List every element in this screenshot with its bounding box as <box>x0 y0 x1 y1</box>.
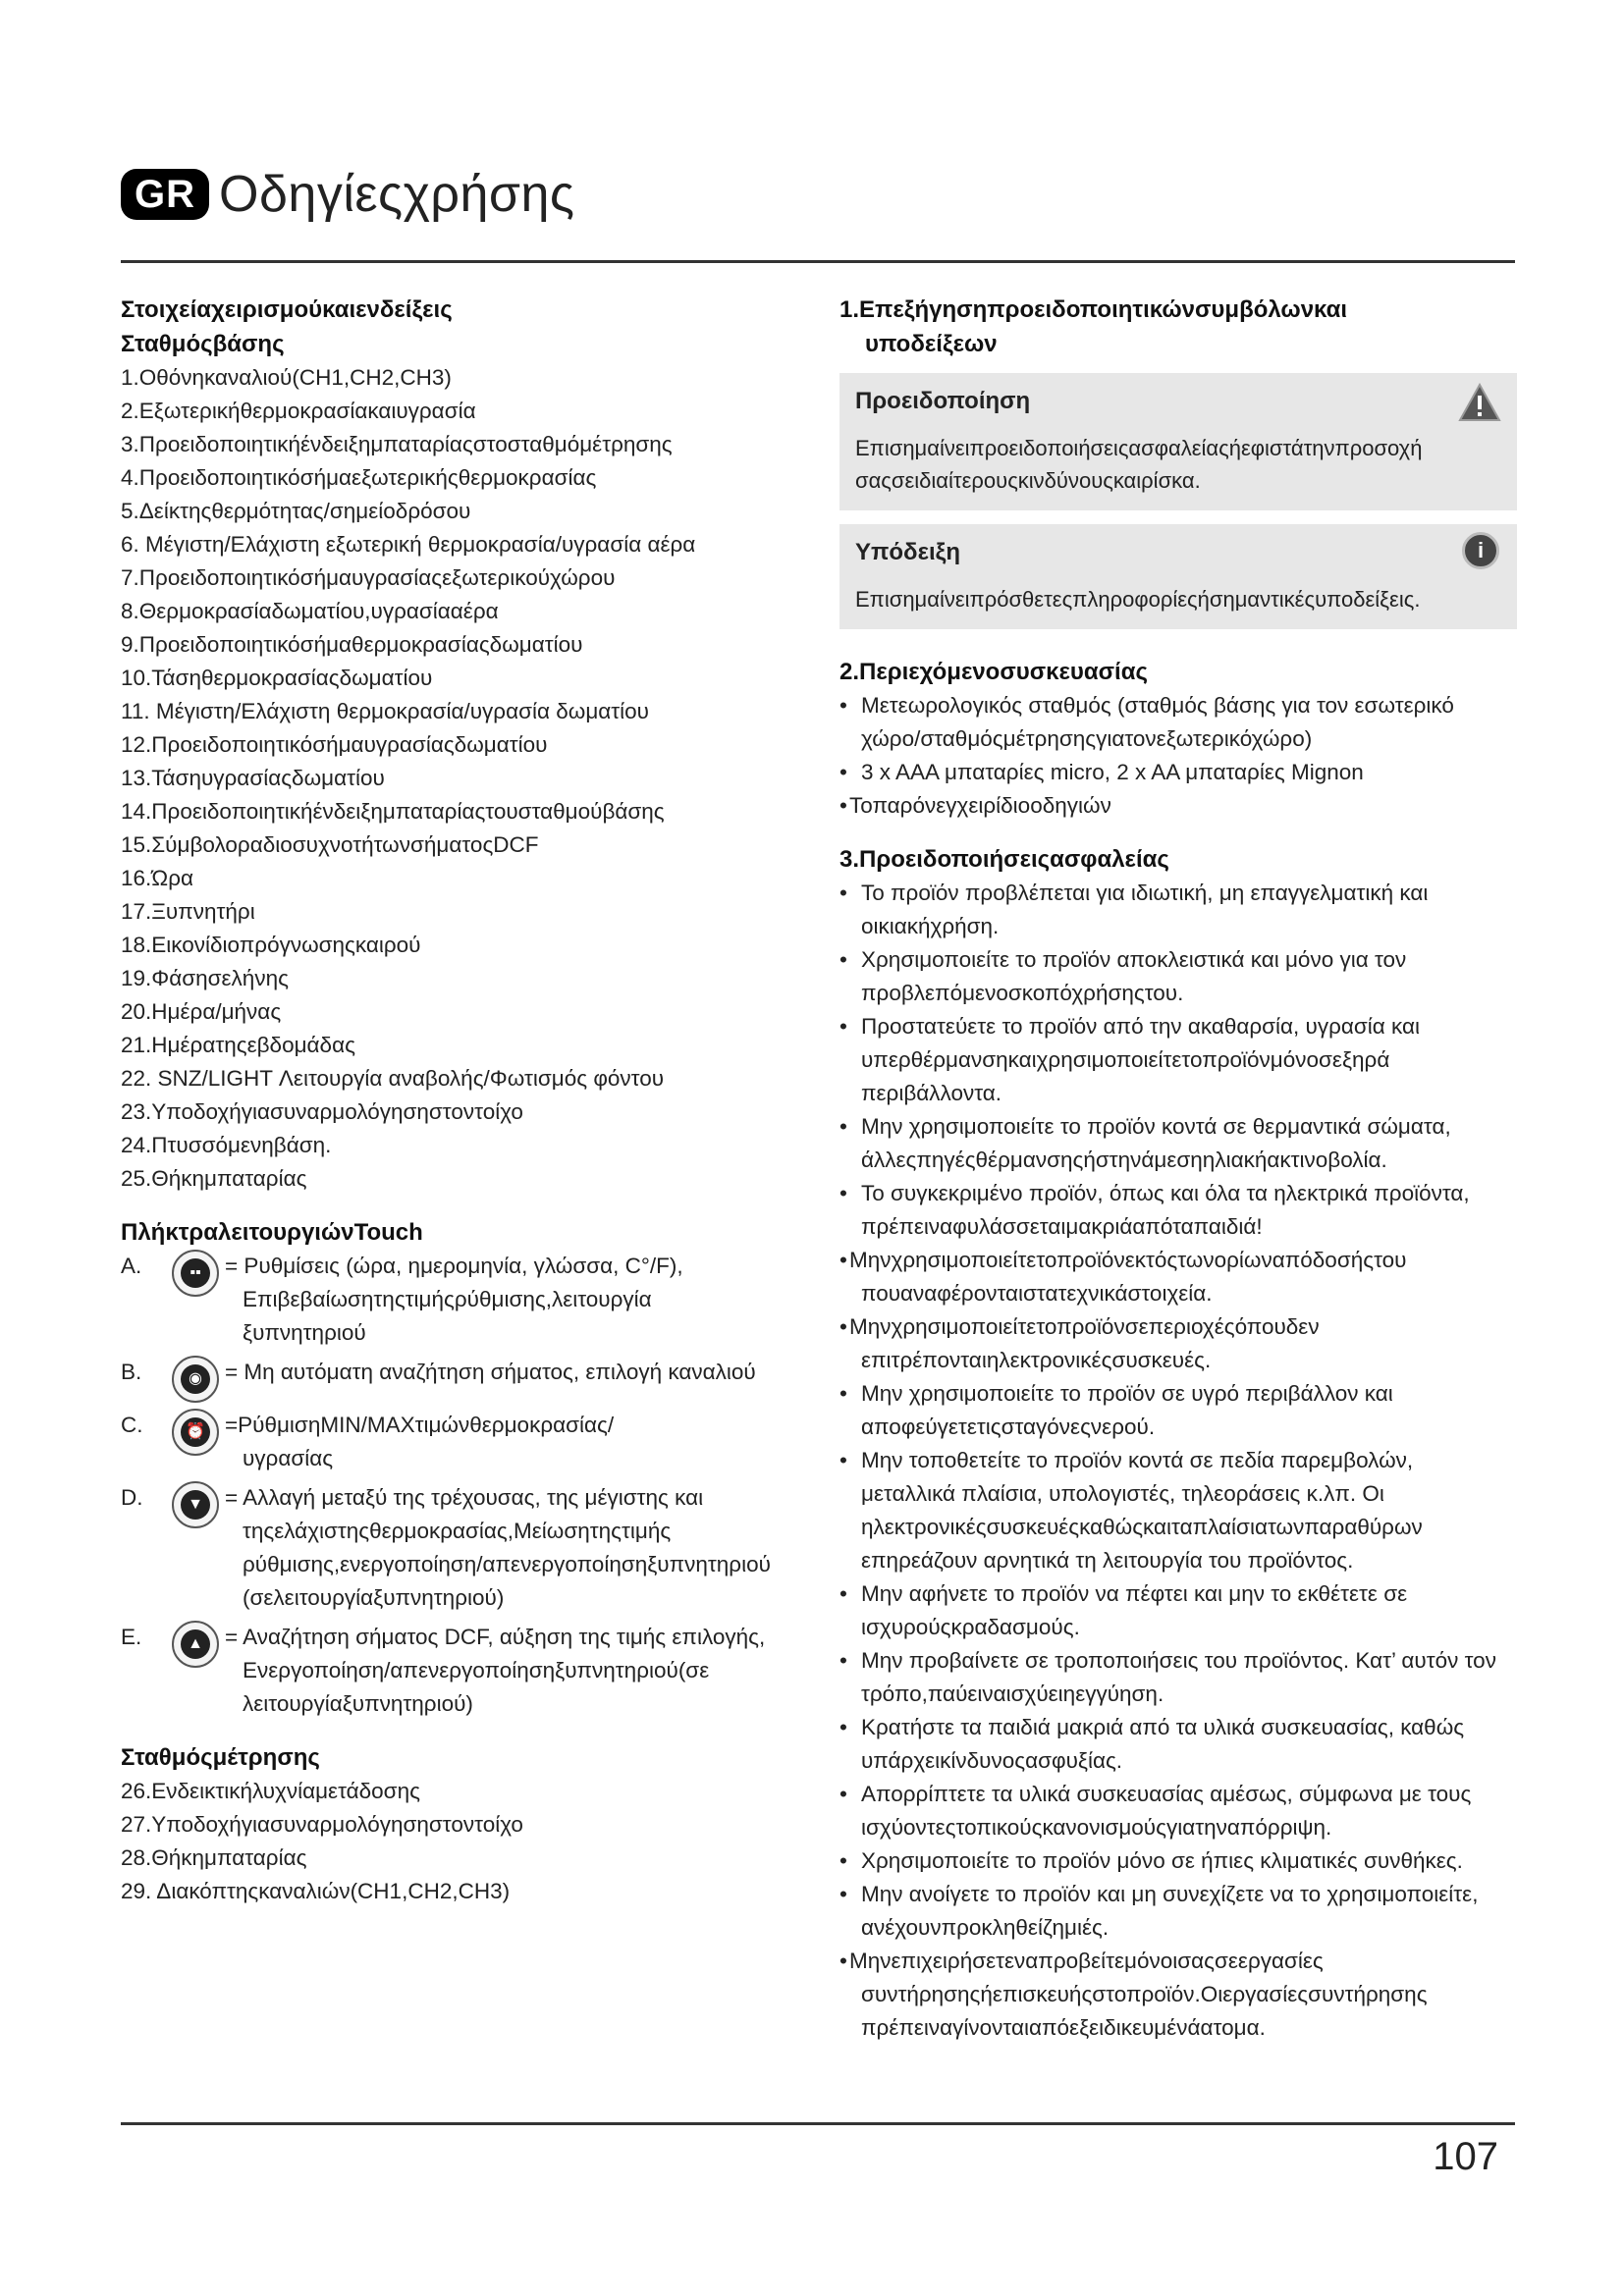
safety-item-line: Μηνχρησιμοποιείτετοπροϊόνσεπεριοχέςόπουδεν <box>849 1314 1320 1339</box>
safety-item-text <box>861 1711 1517 1778</box>
safety-item-text <box>861 1577 1517 1644</box>
safety-item-text <box>861 1844 1517 1878</box>
safety-item-line: μεταλλικά πλαίσια, υπολογιστές, τηλεοράσεις κ.λπ. Οι <box>861 1481 1384 1506</box>
base-station-item: 6. Μέγιστη/Ελάχιστη εξωτερική θερμοκρασία/υγρασία αέρα <box>121 532 696 557</box>
right-column <box>839 293 1517 2045</box>
package-item-text <box>861 756 1517 789</box>
safety-item-line: υπερθέρμανσηκαιχρησιμοποιείτετοπροϊόνμόνοσεξηρά <box>861 1047 1390 1072</box>
package-item-line: Μετεωρολογικός σταθμός (σταθμός βάσης για τον εσωτερικό <box>861 693 1454 718</box>
touch-button-row <box>121 1481 798 1615</box>
base-station-item: 1.Οθόνηκαναλιού(CH1,CH2,CH3) <box>121 365 452 390</box>
safety-item-text <box>849 1244 1517 1310</box>
safety-item-line: πρέπειναφυλάσσεταιμακριάαπόταπαιδιά! <box>861 1214 1263 1239</box>
left-column <box>121 293 798 1908</box>
safety-item <box>839 943 1517 1010</box>
safety-item-line: ηλεκτρονικέςσυσκευέςκαθώςκαιταπλαίσιατωνπαραθύρων <box>861 1515 1423 1539</box>
safety-item-line: Μην χρησιμοποιείτε το προϊόν σε υγρό περιβάλλον και <box>861 1381 1393 1406</box>
safety-item-line: επηρεάζουν αρνητικά τη λειτουργία του προϊόντος. <box>861 1548 1354 1573</box>
touch-button-line: τηςελάχιστηςθερμοκρασίας,Μείωσητηςτιμής <box>243 1519 672 1543</box>
base-station-item: 22. SNZ/LIGHT Λειτουργία αναβολής/Φωτισμός φόντου <box>121 1066 665 1091</box>
page-header <box>121 165 574 224</box>
touch-button-letter: A. <box>121 1254 142 1278</box>
bullet-dot: • <box>839 1181 847 1205</box>
safety-item-text <box>849 1945 1517 2045</box>
safety-item <box>839 1110 1517 1177</box>
touch-button-line: υγρασίας <box>243 1446 334 1470</box>
bullet-dot: • <box>839 947 847 972</box>
safety-item-line: οικιακήχρήση. <box>861 914 1000 938</box>
base-station-item: 24.Πτυσσόμενηβάση. <box>121 1133 332 1157</box>
safety-item <box>839 1577 1517 1644</box>
info-text: Επισημαίνειπρόσθετεςπληροφορίεςήσημαντικέςυποδείξεις. <box>855 587 1421 612</box>
base-station-item: 8.Θερμοκρασίαδωματίου,υγρασίααέρα <box>121 599 499 623</box>
safety-item-line: προβλεπόμενοσκοπόχρήσηςτου. <box>861 981 1184 1005</box>
top-divider <box>121 260 1515 263</box>
bullet-dot: • <box>839 1014 847 1039</box>
base-station-item: 2.Εξωτερικήθερμοκρασίακαιυγρασία <box>121 399 476 423</box>
safety-item-line: Κρατήστε τα παιδιά μακριά από τα υλικά συσκευασίας, καθώς <box>861 1715 1465 1739</box>
sensor-list <box>121 1775 798 1908</box>
safety-item-line: Προστατεύετε το προϊόν από την ακαθαρσία, υγρασία και <box>861 1014 1421 1039</box>
touch-button-description <box>225 1409 798 1475</box>
base-station-item: 3.Προειδοποιητικήένδειξημπαταρίαςστοσταθμόμέτρησης <box>121 432 673 456</box>
base-station-item: 18.Εικονίδιοπρόγνωσηςκαιρού <box>121 933 421 957</box>
safety-item-text <box>861 1644 1517 1711</box>
safety-item-text <box>861 877 1517 943</box>
bullet-dot: • <box>839 1715 847 1739</box>
base-station-item: 23.Υποδοχήγιασυναρμολόγησηστοντοίχο <box>121 1099 523 1124</box>
base-station-item: 15.ΣύμβολοραδιοσυχνοτήτωνσήματοςDCF <box>121 832 539 857</box>
base-station-item: 10.Τάσηθερμοκρασίαςδωματίου <box>121 666 433 690</box>
bullet-dot: • <box>839 793 847 818</box>
safety-item-line: Το συγκεκριμένο προϊόν, όπως και όλα τα ηλεκτρικά προϊόντα, <box>861 1181 1470 1205</box>
touch-button-line: =ΡύθμισηMIN/MAXτιμώνθερμοκρασίας/ <box>225 1413 615 1437</box>
bullet-dot: • <box>839 1949 847 1973</box>
safety-item <box>839 1377 1517 1444</box>
touch-button-letter: B. <box>121 1360 142 1384</box>
touch-button-line: Επιβεβαίωσητηςτιμήςρύθμισης,λειτουργία <box>243 1287 652 1311</box>
base-station-item: 17.Ξυπνητήρι <box>121 899 255 924</box>
sensor-item: 27.Υποδοχήγιασυναρμολόγησηστοντοίχο <box>121 1812 523 1837</box>
safety-item-line: αποφεύγετετιςσταγόνεςνερού. <box>861 1415 1156 1439</box>
package-item-line: χώρο/σταθμόςμέτρησηςγιατονεξωτερικόχώρο) <box>861 726 1313 751</box>
safety-item <box>839 1244 1517 1310</box>
bottom-divider <box>121 2122 1515 2125</box>
package-heading: 2.Περιεχόμενοσυσκευασίας <box>839 659 1148 685</box>
base-station-item: 21.Ημέρατηςεβδομάδας <box>121 1033 355 1057</box>
safety-item <box>839 1844 1517 1878</box>
touch-button-row <box>121 1356 798 1403</box>
base-station-item: 14.Προειδοποιητικήένδειξημπαταρίαςτουσταθμούβάσης <box>121 799 665 824</box>
safety-item-line: άλλεςπηγέςθέρμανσηςήστηνάμεσηηλιακήακτινοβολία. <box>861 1148 1387 1172</box>
package-item <box>839 689 1517 756</box>
safety-item-line: Μην αφήνετε το προϊόν να πέφτει και μην το εκθέτετε σε <box>861 1581 1408 1606</box>
safety-item-line: Μηνχρησιμοποιείτετοπροϊόνεκτόςτωνορίωναπόδοσήςτου <box>849 1248 1407 1272</box>
touch-button-line: Ενεργοποίηση/απενεργοποίησηξυπνητηριού(σε <box>243 1658 710 1682</box>
safety-item-text <box>861 1110 1517 1177</box>
safety-item-line: τρόπο,παύειναισχύειηεγγύηση. <box>861 1682 1164 1706</box>
touch-button-description <box>225 1356 798 1389</box>
base-station-item: 20.Ημέρα/μήνας <box>121 999 282 1024</box>
base-station-item: 16.Ώρα <box>121 866 194 890</box>
safety-item-line: επιτρέπονταιηλεκτρονικέςσυσκευές. <box>861 1348 1212 1372</box>
safety-item-text <box>861 1010 1517 1110</box>
bullet-dot: • <box>839 881 847 905</box>
package-item-line: 3 x AAA μπαταρίες micro, 2 x AA μπαταρίες Mignon <box>861 760 1364 784</box>
signal-search-icon-glyph: ◉ <box>181 1364 210 1394</box>
safety-item <box>839 1444 1517 1577</box>
safety-item-line: πουαναφέρονταιστατεχνικάστοιχεία. <box>861 1281 1213 1306</box>
safety-item <box>839 1010 1517 1110</box>
warning-text-1: Επισημαίνειπροειδοποιήσειςασφαλείαςήεφιστάτηνπροσοχή <box>855 436 1423 460</box>
package-item <box>839 789 1517 823</box>
safety-item-line: Χρησιμοποιείτε το προϊόν μόνο σε ήπιες κλιματικές συνθήκες. <box>861 1848 1463 1873</box>
signal-search-icon <box>172 1356 219 1403</box>
bullet-dot: • <box>839 1381 847 1406</box>
safety-item <box>839 877 1517 943</box>
touch-button-description <box>225 1250 798 1350</box>
bullet-dot: • <box>839 1581 847 1606</box>
safety-item <box>839 1177 1517 1244</box>
safety-item-text <box>861 1377 1517 1444</box>
safety-item-line: υπάρχεικίνδυνοςασφυξίας. <box>861 1748 1123 1773</box>
bullet-dot: • <box>839 1648 847 1673</box>
controls-heading-1: Στοιχείαχειρισμούκαιενδείξεις <box>121 296 453 323</box>
touch-heading: ΠλήκτραλειτουργιώνTouch <box>121 1219 423 1246</box>
base-station-item: 11. Μέγιστη/Ελάχιστη θερμοκρασία/υγρασία δωματίου <box>121 699 649 723</box>
touch-button-list <box>121 1250 798 1721</box>
safety-heading: 3.Προειδοποιήσειςασφαλείας <box>839 846 1169 873</box>
bullet-dot: • <box>839 1448 847 1472</box>
bullet-dot: • <box>839 1848 847 1873</box>
up-arrow-icon-glyph: ▲ <box>181 1629 210 1659</box>
bullet-dot: • <box>839 1782 847 1806</box>
safety-item-line: Χρησιμοποιείτε το προϊόν αποκλειστικά και μόνο για τον <box>861 947 1407 972</box>
sensor-heading: Σταθμόςμέτρησης <box>121 1744 320 1771</box>
down-arrow-icon-glyph: ▼ <box>181 1490 210 1520</box>
package-item <box>839 756 1517 789</box>
package-item-line: Τοπαρόνεγχειρίδιοοδηγιών <box>849 793 1111 818</box>
bullet-dot: • <box>839 1882 847 1906</box>
safety-item-line: Το προϊόν προβλέπεται για ιδιωτική, μη επαγγελματική και <box>861 881 1429 905</box>
touch-button-letter: C. <box>121 1413 143 1437</box>
info-icon: i <box>1462 532 1499 569</box>
safety-item-line: Μηνεπιχειρήσετεναπροβείτεμόνοισαςσεεργασίες <box>849 1949 1324 1973</box>
safety-item <box>839 1778 1517 1844</box>
touch-button-letter: D. <box>121 1485 143 1510</box>
touch-button-line: = Ρυθμίσεις (ώρα, ημερομηνία, γλώσσα, C°/F), <box>225 1254 683 1278</box>
safety-item-line: περιβάλλοντα. <box>861 1081 1002 1105</box>
safety-item-line: Απορρίπτετε τα υλικά συσκευασίας αμέσως, σύμφωνα με τους <box>861 1782 1472 1806</box>
sensor-item: 26.Ενδεικτικήλυχνίαμετάδοσης <box>121 1779 420 1803</box>
warning-icon <box>1458 383 1501 422</box>
info-title: Υπόδειξη <box>855 539 961 565</box>
touch-button-line: = Αλλαγή μεταξύ της τρέχουσας, της μέγιστης και <box>225 1485 704 1510</box>
bullet-dot: • <box>839 1314 847 1339</box>
up-arrow-icon <box>172 1621 219 1668</box>
base-station-item: 25.Θήκημπαταρίας <box>121 1166 307 1191</box>
touch-button-line: (σελειτουργίαξυπνητηριού) <box>243 1585 505 1610</box>
safety-item-line: Μην χρησιμοποιείτε το προϊόν κοντά σε θερμαντικά σώματα, <box>861 1114 1451 1139</box>
sensor-item: 29. Διακόπτηςκαναλιών(CH1,CH2,CH3) <box>121 1879 511 1903</box>
alarm-clock-icon <box>172 1409 219 1456</box>
base-station-item: 4.Προειδοποιητικόσήμαεξωτερικήςθερμοκρασίας <box>121 465 597 490</box>
safety-item-line: ισχύοντεςτοπικούςκανονισμούςγιατηναπόρριψη. <box>861 1815 1332 1840</box>
touch-button-line: = Μη αυτόματη αναζήτηση σήματος, επιλογή καναλιού <box>225 1360 756 1384</box>
alarm-clock-icon-glyph: ⏰ <box>181 1417 210 1447</box>
bullet-dot: • <box>839 1248 847 1272</box>
safety-list <box>839 877 1517 2045</box>
settings-icon <box>172 1250 219 1297</box>
safety-item <box>839 1310 1517 1377</box>
base-station-item: 5.Δείκτηςθερμότητας/σημείοδρόσου <box>121 499 471 523</box>
bullet-dot: • <box>839 1114 847 1139</box>
info-box <box>839 524 1517 629</box>
package-list <box>839 689 1517 823</box>
page-title: Οδηγίεςχρήσης <box>219 166 575 223</box>
symbols-heading-2: υποδείξεων <box>865 331 998 357</box>
touch-button-line: ρύθμισης,ενεργοποίηση/απενεργοποίησηξυπνητηριού <box>243 1552 771 1576</box>
language-badge: GR <box>121 169 209 220</box>
safety-item-line: συντήρησηςήεπισκευήςστοπροϊόν.Οιεργασίεςσυντήρησης <box>861 1982 1428 2006</box>
touch-button-line: = Αναζήτηση σήματος DCF, αύξηση της τιμής επιλογής, <box>225 1625 766 1649</box>
touch-button-line: λειτουργίαξυπνητηριού) <box>243 1691 473 1716</box>
package-item-text <box>849 789 1517 823</box>
touch-button-row <box>121 1621 798 1721</box>
warning-text-2: σαςσειδιαίτερουςκινδύνουςκαιρίσκα. <box>855 468 1201 493</box>
base-station-item: 13.Τάσηυγρασίαςδωματίου <box>121 766 385 790</box>
safety-item <box>839 1711 1517 1778</box>
base-station-item: 9.Προειδοποιητικόσήμαθερμοκρασίαςδωματίου <box>121 632 583 657</box>
safety-item <box>839 1878 1517 1945</box>
safety-item-line: Μην τοποθετείτε το προϊόν κοντά σε πεδία παρεμβολών, <box>861 1448 1414 1472</box>
down-arrow-icon <box>172 1481 219 1528</box>
touch-button-row <box>121 1250 798 1350</box>
symbols-heading-1: 1.Επεξήγησηπροειδοποιητικώνσυμβόλωνκαι <box>839 296 1348 323</box>
base-station-item: 7.Προειδοποιητικόσήμαυγρασίαςεξωτερικούχώρου <box>121 565 616 590</box>
base-station-list <box>121 361 798 1196</box>
safety-item-line: Μην ανοίγετε το προϊόν και μη συνεχίζετε να το χρησιμοποιείτε, <box>861 1882 1479 1906</box>
page-number: 107 <box>1433 2135 1498 2178</box>
touch-button-line: ξυπνητηριού <box>243 1320 366 1345</box>
settings-icon-glyph: ▪▪ <box>181 1258 210 1288</box>
sensor-item: 28.Θήκημπαταρίας <box>121 1845 307 1870</box>
safety-item-text <box>861 1177 1517 1244</box>
safety-item-line: πρέπειναγίνονταιαπόεξειδικευμένάατομα. <box>861 2015 1266 2040</box>
safety-item-text <box>861 1778 1517 1844</box>
touch-button-letter: E. <box>121 1625 142 1649</box>
warning-title: Προειδοποίηση <box>855 388 1031 414</box>
touch-button-row <box>121 1409 798 1475</box>
safety-item-line: ανέχουνπροκληθείζημιές. <box>861 1915 1110 1940</box>
bullet-dot: • <box>839 760 847 784</box>
safety-item <box>839 1644 1517 1711</box>
safety-item <box>839 1945 1517 2045</box>
touch-button-description <box>225 1481 798 1615</box>
base-station-item: 12.Προειδοποιητικόσήμαυγρασίαςδωματίου <box>121 732 548 757</box>
safety-item-text <box>861 1444 1517 1577</box>
safety-item-text <box>861 943 1517 1010</box>
package-item-text <box>861 689 1517 756</box>
controls-heading-2: Σταθμόςβάσης <box>121 331 285 357</box>
base-station-item: 19.Φάσησελήνης <box>121 966 289 990</box>
safety-item-line: Μην προβαίνετε σε τροποποιήσεις του προϊόντος. Κατ’ αυτόν τον <box>861 1648 1496 1673</box>
warning-box <box>839 373 1517 510</box>
safety-item-text <box>861 1878 1517 1945</box>
touch-button-description <box>225 1621 798 1721</box>
safety-item-text <box>849 1310 1517 1377</box>
bullet-dot: • <box>839 693 847 718</box>
safety-item-line: ισχυρούςκραδασμούς. <box>861 1615 1080 1639</box>
